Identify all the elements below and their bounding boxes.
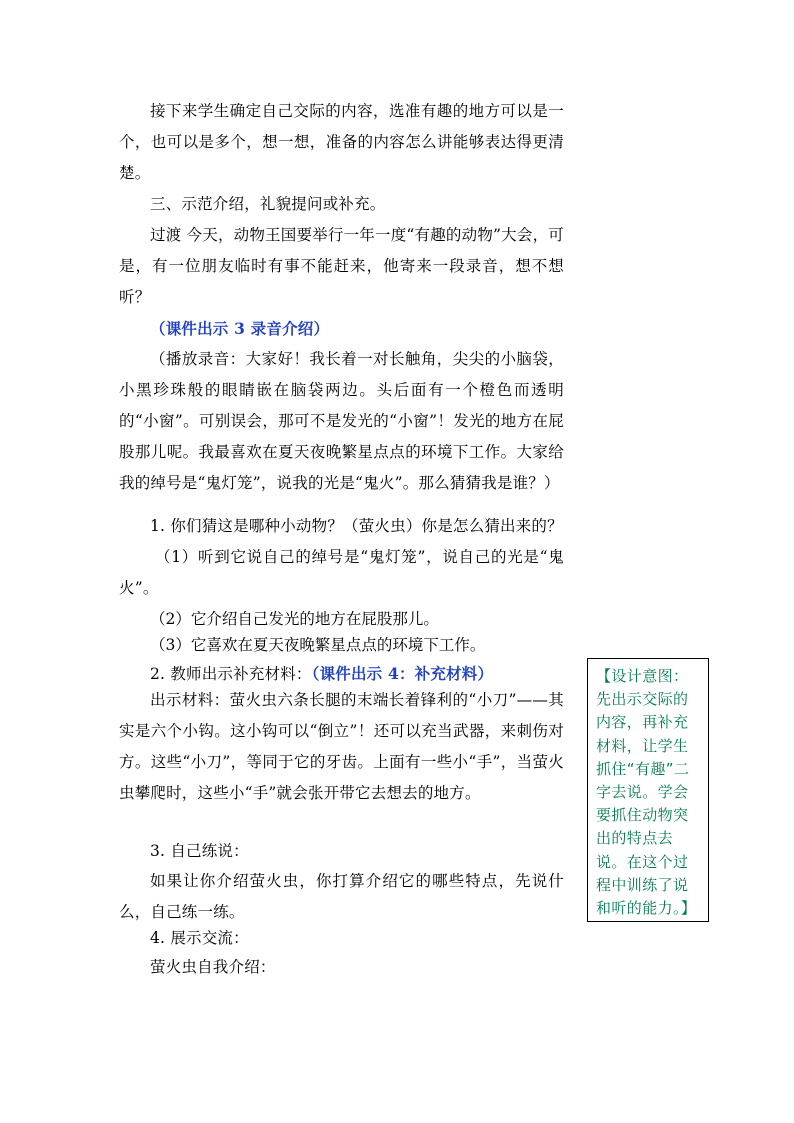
item-4: 4. 展示交流： xyxy=(150,929,249,947)
item-3: 3. 自己练说： xyxy=(150,842,249,860)
courseware-3-label: （课件出示 3 录音介绍） xyxy=(150,319,330,338)
answer-2: （2）它介绍自己发光的地方在屁股那儿。 xyxy=(150,610,439,628)
paragraph-practice: 如果让你介绍萤火虫，你打算介绍它的哪些特点，先说什么，自己练一练。 xyxy=(119,872,564,921)
answer-1: （1）听到它说自己的绰号是“鬼灯笼”，说自己的光是“鬼火”。 xyxy=(119,548,564,597)
paragraph-transition: 过渡 今天，动物王国要举行一年一度“有趣的动物”大会，可是，有一位朋友临时有事不能赶来，他寄来一段录音，想不想听？ xyxy=(119,226,564,306)
section-heading-3: 三、示范介绍，礼貌提问或补充。 xyxy=(150,195,386,213)
answer-3: （3）它喜欢在夏天夜晚繁星点点的环境下工作。 xyxy=(150,636,486,654)
self-intro-label: 萤火虫自我介绍： xyxy=(150,958,276,976)
courseware-4-label: （课件出示 4：补充材料） xyxy=(311,664,494,683)
paragraph-material: 出示材料：萤火虫六条长腿的末端长着锋利的“小刀”——其实是六个小钩。这小钩可以“倒立”！还可以充当武器，来刺伤对方。这些“小刀”，等同于它的牙齿。上面有一些小“手”，当萤火虫攀爬时，这些小“手”就会张开带它去想去的地方。 xyxy=(119,691,564,802)
paragraph-intro: 接下来学生确定自己交际的内容，选准有趣的地方可以是一个，也可以是多个，想一想，准备的内容怎么讲能够表达得更清楚。 xyxy=(119,102,564,182)
paragraph-recording: （播放录音：大家好！我长着一对长触角，尖尖的小脑袋，小黑珍珠般的眼睛嵌在脑袋两边。头后面有一个橙色而透明的“小窗”。可别误会，那可不是发光的“小窗”！发光的地方在屁股那儿呢。我最喜欢在夏天夜晚繁星点点的环境下工作。大家给我的绰号是“鬼灯笼”，说我的光是“鬼火”。那么猜猜我是谁？） xyxy=(119,350,564,492)
item-2-text: 2. 教师出示补充材料： xyxy=(150,665,312,683)
design-intent-box: 【设计意图：先出示交际的内容，再补充材料，让学生抓住“有趣”二字去说。学会要抓住动物突出的特点去说。在这个过程中训练了说和听的能力。】 xyxy=(587,658,709,922)
question-1: 1. 你们猜这是哪种小动物？（萤火虫）你是怎么猜出来的？ xyxy=(150,517,563,535)
